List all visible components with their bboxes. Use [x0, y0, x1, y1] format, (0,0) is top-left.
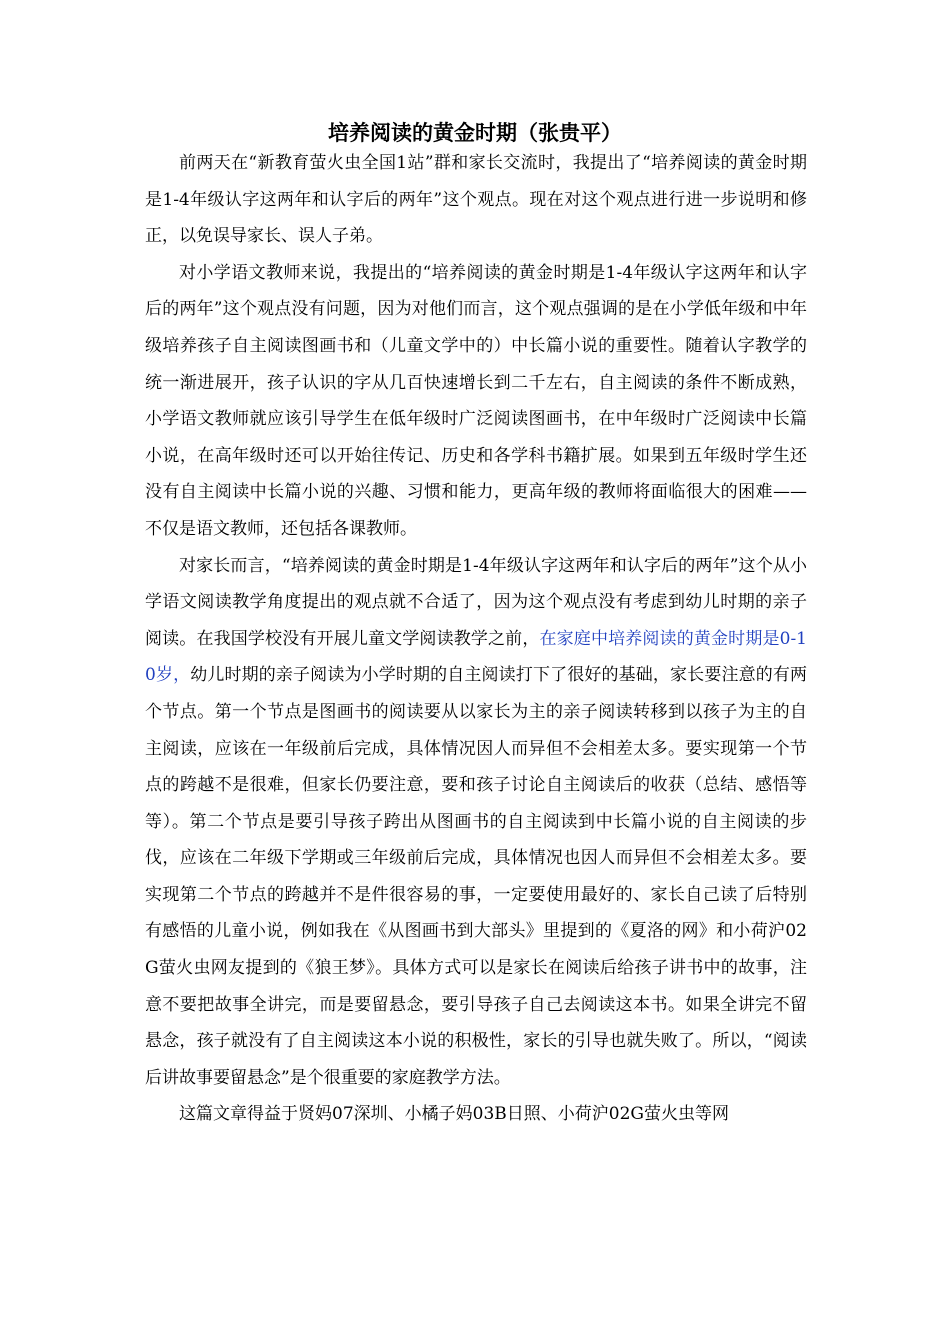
- paragraph-intro: [145, 145, 807, 255]
- paragraph-teachers-text: 对小学语文教师来说，我提出的“培养阅读的黄金时期是1-4年级认字这两年和认字后的两年”这个观点没有问题，因为对他们而言，这个观点强调的是在小学低年级和中年级培养孩子自主阅读图画书和（儿童文学中的）中长篇小说的重要性。随着认字教学的统一渐进展开，孩子认识的字从几百快速增长到二千左右，自主阅读的条件不断成熟，小学语文教师就应该引导学生在低年级时广泛阅读图画书，在中年级时广泛阅读中长篇小说，在高年级时还可以开始往传记、历史和各学科书籍扩展。如果到五年级时学生还没有自主阅读中长篇小说的兴趣、习惯和能力，更高年级的教师将面临很大的困难——不仅是语文教师，还包括各课教师。: [145, 262, 807, 539]
- document-body: [145, 145, 807, 1133]
- paragraph-acknowledgement: [145, 1096, 807, 1133]
- paragraph-parents-after: 幼儿时期的亲子阅读为小学时期的自主阅读打下了很好的基础，家长要注意的有两个节点。第一个节点是图画书的阅读要从以家长为主的亲子阅读转移到以孩子为主的自主阅读，应该在一年级前后完成，具体情况因人而异但不会相差太多。要实现第一个节点的跨越不是很难，但家长仍要注意，要和孩子讨论自主阅读后的收获（总结、感悟等等）。第二个节点是要引导孩子跨出从图画书的自主阅读到中长篇小说的自主阅读的步伐，应该在二年级下学期或三年级前后完成，具体情况也因人而异但不会相差太多。要实现第二个节点的跨越并不是件很容易的事，一定要使用最好的、家长自己读了后特别有感悟的儿童小说，例如我在《从图画书到大部头》里提到的《夏洛的网》和小荷沪02G萤火虫网友提到的《狼王梦》。具体方式可以是家长在阅读后给孩子讲书中的故事，注意不要把故事全讲完，而是要留悬念，要引导孩子自己去阅读这本书。如果全讲完不留悬念，孩子就没有了自主阅读这本小说的积极性，家长的引导也就失败了。所以，“阅读后讲故事要留悬念”是个很重要的家庭教学方法。: [145, 665, 807, 1088]
- paragraph-teachers: [145, 255, 807, 548]
- paragraph-acknowledgement-text: 这篇文章得益于贤妈07深圳、小橘子妈03B日照、小荷沪02G萤火虫等网: [179, 1104, 729, 1125]
- document-title: 培养阅读的黄金时期（张贵平）: [328, 120, 622, 145]
- paragraph-intro-text: 前两天在“新教育萤火虫全国1站”群和家长交流时，我提出了“培养阅读的黄金时期是1-4年级认字这两年和认字后的两年”这个观点。现在对这个观点进行进一步说明和修正，以免误导家长、误人子弟。: [145, 153, 807, 247]
- paragraph-parents-before: 对家长而言，“培养阅读的黄金时期是1-4年级认字这两年和认字后的两年”这个从小学语文阅读教学角度提出的观点就不合适了，因为这个观点没有考虑到幼儿时期的亲子阅读。在我国学校没有开展儿童文学阅读教学之前，: [145, 555, 807, 649]
- highlighted-key-sentence: 在家庭中培养阅读的黄金时期是0-10岁，: [145, 628, 807, 686]
- paragraph-parents: [145, 548, 807, 1097]
